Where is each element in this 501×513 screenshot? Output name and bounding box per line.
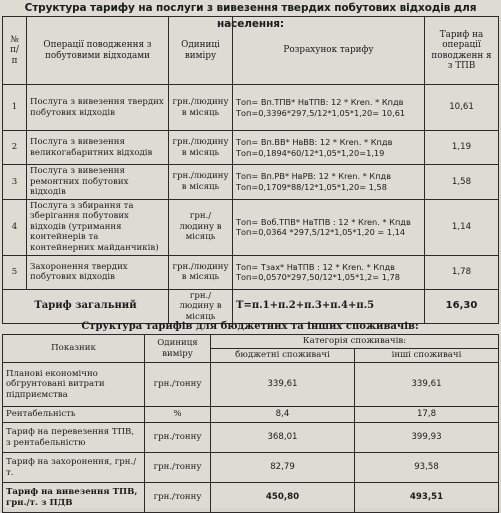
- row-label: Рентабельність: [3, 407, 145, 423]
- header-indicator: Показник: [3, 335, 145, 363]
- table-row: [3, 85, 499, 131]
- row-other: 399,93: [355, 423, 499, 453]
- header-budget: бюджетні споживачі: [211, 349, 355, 363]
- row-operation: Послуга з вивезення твердих побутових відходів: [27, 85, 169, 131]
- row-label: Тариф на вивезення ТПВ, грн./т. з ПДВ: [3, 483, 145, 513]
- row-num: 4: [3, 199, 27, 255]
- header-tariff: Тариф на операції поводженн я з ТПВ: [425, 17, 499, 85]
- row-budget: 450,80: [211, 483, 355, 513]
- row-unit: грн./людину в місяць: [169, 131, 233, 165]
- table-row: [3, 165, 499, 200]
- row-unit: грн./тонну: [145, 483, 211, 513]
- header-calc: Розрахунок тарифу: [233, 17, 425, 85]
- header-other: інші споживачі: [355, 349, 499, 363]
- row-calc: Топ= Воб.ТПВ* НвТПВ : 12 * Кren. * Кпдв Топ=0,0364 *297,5/12*1,05*1,20 = 1,14: [233, 199, 425, 255]
- row-label: Планові економічно обгрунтовані витрати підприємства: [3, 363, 145, 407]
- row-calc: Топ= Вп.ВВ* НвВВ: 12 * Кren. * Кпдв Топ=0,1894*60/12*1,05*1,20=1,19: [233, 131, 425, 165]
- row-calc: Топ= Вп.ТПВ* НвТПВ: 12 * Кren. * Кпдв Топ=0,3396*297,5/12*1,05*1,20= 10,61: [233, 85, 425, 131]
- row-unit: грн./ людину в місяць: [169, 199, 233, 255]
- row-tariff: 10,61: [425, 85, 499, 131]
- header-operations: Операції поводження з побутовими відходами: [27, 17, 169, 85]
- row-num: 2: [3, 131, 27, 165]
- row-budget: 368,01: [211, 423, 355, 453]
- row-num: 3: [3, 165, 27, 200]
- total-formula: Т=п.1+п.2+п.3+п.4+п.5: [233, 289, 425, 324]
- table-row: [3, 363, 499, 407]
- row-other: 339,61: [355, 363, 499, 407]
- row-budget: 339,61: [211, 363, 355, 407]
- row-operation: Послуга з вивезення ремонтних побутових відходів: [27, 165, 169, 200]
- row-budget: 82,79: [211, 453, 355, 483]
- table-header-row: [3, 17, 499, 85]
- row-tariff: 1,14: [425, 199, 499, 255]
- header-num: № п/ п: [3, 17, 27, 85]
- header-unit: Одиниця виміру: [145, 335, 211, 363]
- table-row-total: [3, 483, 499, 513]
- total-value: 16,30: [425, 289, 499, 324]
- row-calc: Топ= Вп.РВ* НвРВ: 12 * Кren. * Кпдв Топ=0,1709*88/12*1,05*1,20= 1,58: [233, 165, 425, 200]
- row-unit: грн./людину в місяць: [169, 85, 233, 131]
- row-tariff: 1,19: [425, 131, 499, 165]
- row-num: 1: [3, 85, 27, 131]
- table-row: [3, 131, 499, 165]
- consumer-tariff-table: [2, 334, 499, 513]
- page-title: Структура тарифу на послуги з вивезення твердих побутових відходів для населення:: [24, 2, 477, 30]
- table-row: [3, 199, 499, 255]
- row-unit: грн./людину в місяць: [169, 255, 233, 289]
- row-unit: %: [145, 407, 211, 423]
- row-tariff: 1,58: [425, 165, 499, 200]
- row-calc: Топ= Тзах* НвТПВ : 12 * Кren. * Кпдв Топ=0,0570*297,50/12*1,05*1,2= 1,78: [233, 255, 425, 289]
- total-label: Тариф загальний: [3, 289, 169, 324]
- table-row: [3, 423, 499, 453]
- section-subtitle: Структура тарифів для бюджетних та інших споживачів:: [81, 321, 419, 332]
- row-label: Тариф на захоронення, грн./т.: [3, 453, 145, 483]
- row-operation: Захоронення твердих побутових відходів: [27, 255, 169, 289]
- row-unit: грн./тонну: [145, 363, 211, 407]
- row-budget: 8,4: [211, 407, 355, 423]
- table-row: [3, 407, 499, 423]
- row-operation: Послуга з вивезення великогабаритних відходів: [27, 131, 169, 165]
- row-label: Тариф на перевезення ТПВ, з рентабельністю: [3, 423, 145, 453]
- row-other: 93,58: [355, 453, 499, 483]
- row-unit: грн./тонну: [145, 453, 211, 483]
- header-units: Одиниці виміру: [169, 17, 233, 85]
- tariff-structure-table: [2, 16, 499, 324]
- header-category: Категорія споживачів:: [211, 335, 499, 349]
- row-other: 17,8: [355, 407, 499, 423]
- row-num: 5: [3, 255, 27, 289]
- total-row: [3, 289, 499, 324]
- table-header-row: [3, 335, 499, 349]
- row-unit: грн./тонну: [145, 423, 211, 453]
- table-row: [3, 453, 499, 483]
- table-row: [3, 255, 499, 289]
- row-other: 493,51: [355, 483, 499, 513]
- row-unit: грн./людину в місяць: [169, 165, 233, 200]
- row-operation: Послуга з збирання та зберігання побутових відходів (утримання контейнерів та контейнерних майданчиків): [27, 199, 169, 255]
- row-tariff: 1,78: [425, 255, 499, 289]
- total-unit: грн./ людину в місяць: [169, 289, 233, 324]
